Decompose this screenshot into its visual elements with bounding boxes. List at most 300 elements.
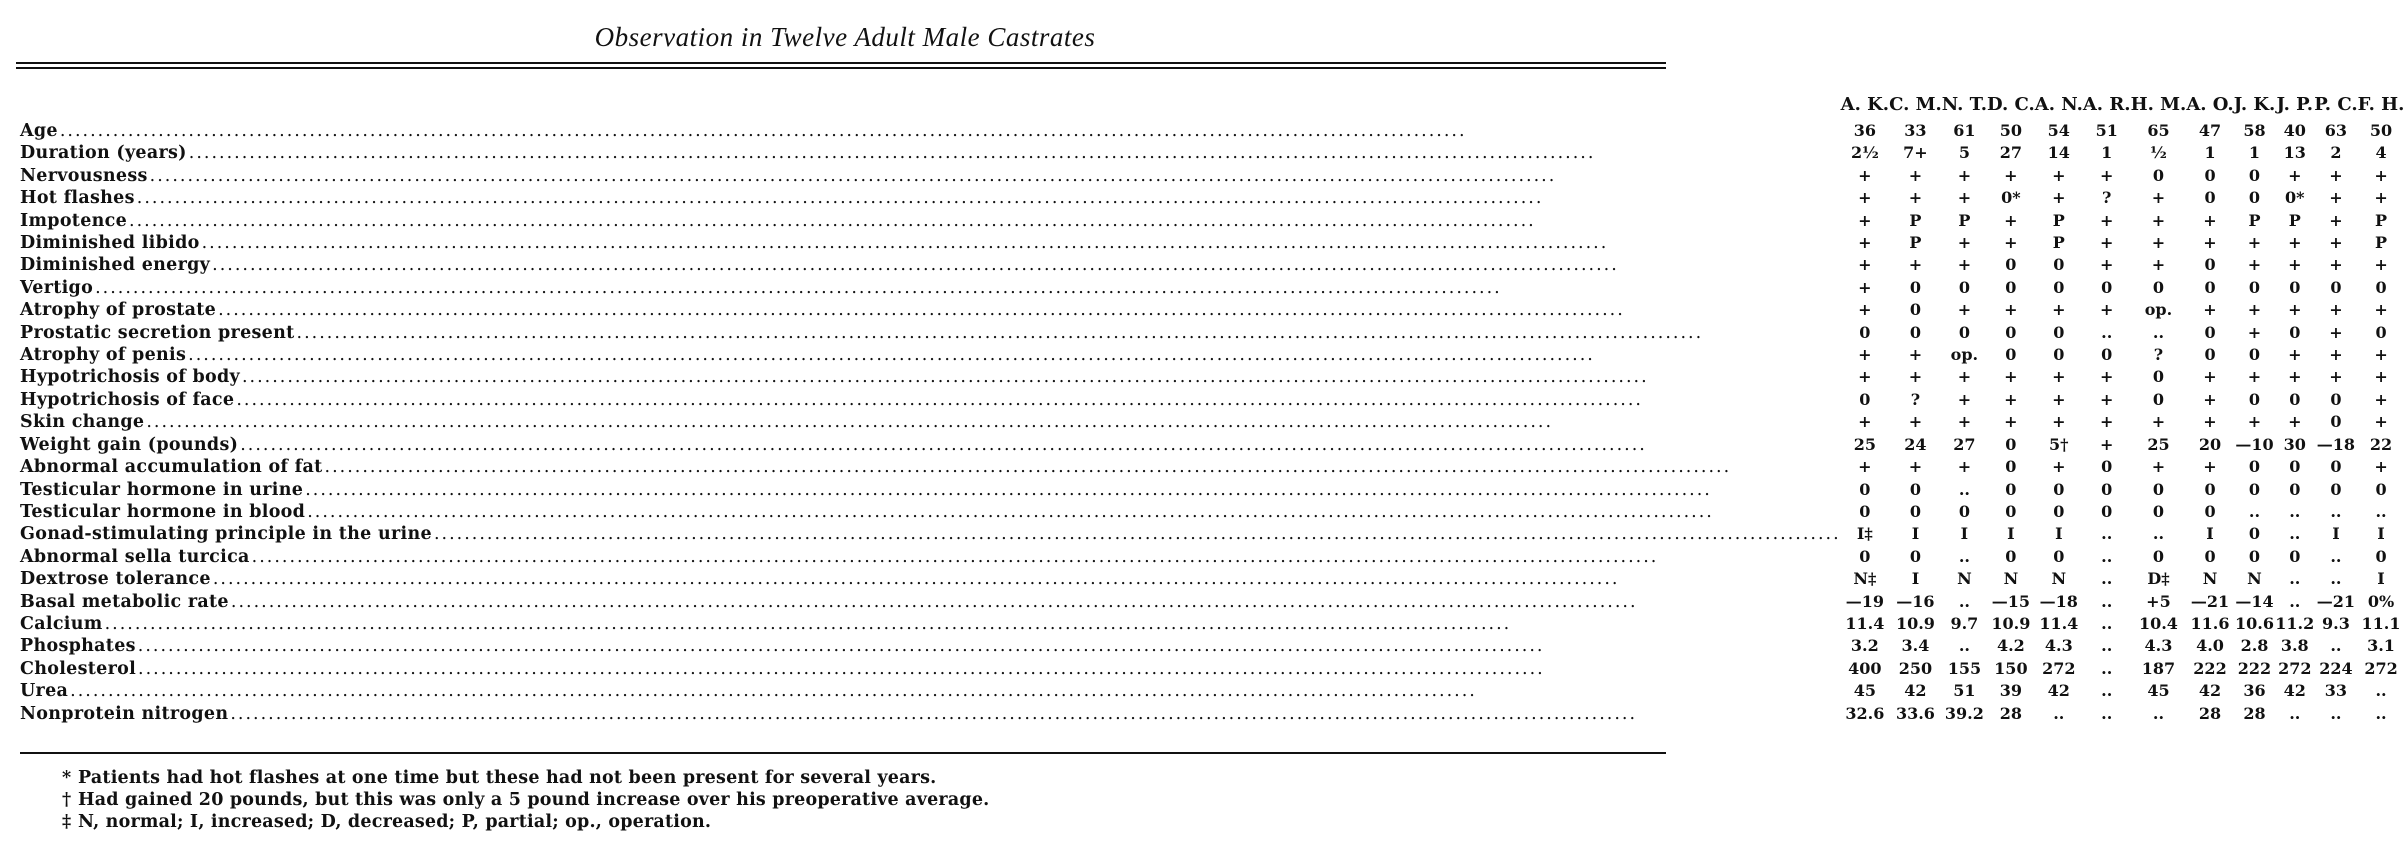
- table-cell: ..: [2375, 703, 2387, 723]
- table-cell: 0: [2204, 322, 2216, 342]
- table-cell: 0: [1909, 300, 1921, 320]
- table-cell: 0: [2289, 479, 2301, 499]
- table-cell: +: [2100, 412, 2114, 432]
- table-cell: ?: [2102, 188, 2112, 208]
- table-cell: 2.8: [2240, 636, 2269, 656]
- table-cell: 0: [2204, 479, 2216, 499]
- row-label: [20, 389, 1841, 411]
- table-cell: P: [2288, 210, 2301, 230]
- table-cell: 3.8: [2280, 636, 2309, 656]
- table-cell: 0%: [2367, 591, 2395, 611]
- table-cell: 61: [1953, 121, 1976, 140]
- table-cell: 39: [1999, 681, 2022, 701]
- table-row: [20, 389, 2404, 411]
- table-cell: 5†: [2049, 434, 2069, 454]
- table-row: [20, 411, 2404, 433]
- table-cell: —10: [2235, 434, 2274, 454]
- table-cell: +: [2100, 165, 2114, 185]
- row-label-text: Diminished libido: [20, 233, 200, 254]
- footnote-weight-gain: [62, 789, 989, 811]
- row-label: [20, 187, 1841, 209]
- table-cell: 0: [2375, 277, 2387, 297]
- table-cell: 0: [2101, 479, 2113, 499]
- table-cell: +: [2329, 300, 2343, 320]
- table-cell: 0: [2330, 412, 2342, 432]
- table-cell: P: [1909, 233, 1922, 253]
- table-cell: 10.9: [1895, 613, 1935, 633]
- row-label: [20, 613, 1841, 635]
- table-cell: +: [1858, 233, 1872, 253]
- table-row: [20, 142, 2404, 164]
- table-cell: 272: [2364, 658, 2398, 678]
- table-cell: I: [1960, 524, 1969, 544]
- footnote-abbreviations: [62, 811, 989, 833]
- table-row: [20, 479, 2404, 501]
- row-label-text: Abnormal sella turcica: [20, 546, 250, 567]
- table-cell: 400: [1848, 658, 1882, 678]
- table-cell: ..: [2289, 501, 2301, 521]
- table-cell: P: [2248, 210, 2261, 230]
- table-cell: 7+: [1903, 143, 1928, 163]
- table-row: [20, 344, 2404, 366]
- column-header-patient: P. C.: [2314, 94, 2358, 115]
- footnote-mark: †: [62, 790, 72, 810]
- row-label-text: Gonad-stimulating principle in the urine: [20, 524, 432, 545]
- table-cell: 9.3: [2322, 613, 2350, 633]
- table-cell: +: [1957, 367, 1972, 387]
- table-cell: ..: [2101, 546, 2113, 566]
- column-header-patient: N. T.: [1941, 94, 1987, 115]
- table-cell: +5: [2146, 591, 2171, 611]
- column-header-patient: A. R.: [2082, 94, 2131, 115]
- table-cell: ..: [1958, 591, 1970, 611]
- table-cell: +: [1858, 345, 1872, 365]
- row-label-text: Basal metabolic rate: [20, 591, 229, 612]
- table-cell: 0: [2005, 345, 2017, 365]
- table-cell: 47: [2198, 121, 2222, 140]
- table-cell: 2: [2330, 143, 2342, 163]
- table-cell: 0: [2152, 501, 2165, 521]
- table-cell: +: [2004, 210, 2018, 230]
- table-cell: 50: [2369, 121, 2393, 140]
- table-cell: ..: [2101, 591, 2113, 611]
- table-cell: 0: [2204, 165, 2216, 185]
- table-cell: +: [2329, 188, 2343, 208]
- table-cell: +: [2203, 412, 2217, 432]
- row-label: [20, 501, 1841, 523]
- column-header-patient: C. M.: [1889, 94, 1942, 115]
- table-cell: +: [1858, 457, 1872, 477]
- table-cell: 222: [2237, 658, 2272, 678]
- table-cell: P: [1909, 210, 1922, 230]
- table-cell: I‡: [1856, 524, 1873, 544]
- table-cell: 0: [2005, 457, 2017, 477]
- table-cell: 0: [2005, 322, 2017, 342]
- table-cell: 0: [2053, 546, 2065, 566]
- table-row: [20, 456, 2404, 478]
- table-cell: +: [2247, 300, 2262, 320]
- table-cell: ..: [2289, 591, 2301, 611]
- row-label-text: Impotence: [20, 210, 128, 231]
- table-cell: 20: [2198, 434, 2222, 454]
- table-title: Observation in Twelve Adult Male Castrates: [594, 22, 1096, 52]
- row-label: [20, 523, 1841, 545]
- table-cell: +: [2100, 434, 2114, 454]
- footnote-mark: *: [62, 768, 72, 788]
- row-label-text: Age: [20, 121, 58, 141]
- table-cell: +: [2288, 233, 2302, 253]
- table-cell: 36: [2243, 681, 2266, 701]
- table-cell: op.: [1950, 345, 1979, 365]
- row-label-text: Weight gain (pounds): [20, 434, 239, 455]
- table-cell: +: [2247, 367, 2262, 387]
- footnote-hot-flashes: [62, 767, 989, 789]
- table-cell: +: [1957, 255, 1972, 275]
- table-cell: +: [2374, 345, 2388, 365]
- table-cell: ..: [1958, 479, 1970, 499]
- table-cell: +: [2151, 188, 2166, 208]
- table-cell: 0: [1958, 277, 1970, 297]
- table-cell: 4.0: [2196, 636, 2224, 656]
- table-cell: 0: [1859, 389, 1871, 409]
- row-label: [20, 277, 1841, 299]
- table-cell: 0: [2152, 277, 2165, 297]
- table-cell: 5: [1958, 143, 1970, 163]
- table-cell: ..: [2101, 322, 2113, 342]
- table-cell: +: [2004, 412, 2018, 432]
- table-cell: ..: [2101, 658, 2113, 678]
- table-cell: +: [1858, 300, 1872, 320]
- row-label: [20, 568, 1841, 590]
- table-cell: 0: [2248, 457, 2261, 477]
- table-cell: 0: [2248, 546, 2261, 566]
- table-cell: 0: [2289, 457, 2301, 477]
- table-row: [20, 434, 2404, 456]
- table-cell: +: [1957, 389, 1972, 409]
- table-cell: +: [2004, 389, 2018, 409]
- table-cell: +: [2288, 255, 2302, 275]
- table-cell: ..: [2330, 501, 2342, 521]
- table-cell: +: [1908, 165, 1923, 185]
- table-cell: 0: [1909, 501, 1921, 521]
- table-cell: 3.4: [1901, 636, 1930, 656]
- table-cell: 4.3: [2044, 636, 2073, 656]
- table-cell: 0: [1909, 277, 1921, 297]
- table-cell: 155: [1947, 658, 1982, 678]
- row-label: [20, 658, 1841, 680]
- table-cell: 0: [1958, 322, 1970, 342]
- column-header-patient: J. K.: [2233, 94, 2276, 115]
- table-cell: +: [2288, 412, 2302, 432]
- table-row: [20, 658, 2404, 680]
- table-cell: +: [2374, 255, 2388, 275]
- table-cell: 0: [2289, 546, 2301, 566]
- row-label-text: Duration (years): [20, 143, 187, 164]
- table-cell: D‡: [2147, 569, 2170, 589]
- table-cell: +: [2203, 210, 2217, 230]
- table-cell: 1: [2101, 143, 2113, 163]
- table-cell: 0: [2053, 277, 2065, 297]
- table-cell: 0: [2152, 165, 2165, 185]
- table-cell: 0: [2005, 277, 2017, 297]
- table-cell: 1: [2204, 143, 2216, 163]
- table-cell: 2½: [1850, 143, 1879, 163]
- table-cell: ..: [2289, 569, 2301, 589]
- footnote-text: Patients had hot flashes at one time but these had not been present for several years.: [78, 768, 937, 788]
- table-cell: 0: [2289, 322, 2301, 342]
- table-cell: 10.6: [2235, 613, 2274, 633]
- table-cell: +: [2288, 345, 2302, 365]
- row-label-text: Diminished energy: [20, 255, 211, 276]
- row-label-text: Abnormal accumulation of fat: [20, 457, 323, 478]
- table-cell: +: [2288, 367, 2302, 387]
- table-cell: 51: [1953, 681, 1976, 701]
- table-row: [20, 591, 2404, 613]
- table-cell: +: [2374, 389, 2388, 409]
- table-cell: ..: [2330, 546, 2342, 566]
- table-cell: 250: [1898, 658, 1933, 678]
- table-cell: +: [2247, 255, 2262, 275]
- table-cell: 11.2: [2275, 613, 2315, 633]
- table-cell: +: [2004, 367, 2018, 387]
- table-cell: 4.3: [2144, 636, 2173, 656]
- table-cell: 0: [2289, 389, 2301, 409]
- table-cell: +: [1957, 233, 1972, 253]
- table-cell: ..: [2289, 703, 2301, 723]
- table-cell: 0: [1909, 546, 1921, 566]
- table-cell: N: [2247, 569, 2262, 589]
- table-row: [20, 210, 2404, 232]
- table-cell: 28: [2243, 703, 2266, 723]
- table-cell: 42: [2047, 681, 2070, 701]
- row-label: [20, 254, 1841, 276]
- table-cell: 3.1: [2367, 636, 2395, 656]
- table-row: [20, 568, 2404, 590]
- table-cell: 13: [2283, 143, 2306, 163]
- table-cell: +: [2329, 367, 2343, 387]
- table-cell: 22: [2369, 434, 2393, 454]
- table-row: [20, 546, 2404, 568]
- table-cell: ?: [2153, 345, 2164, 365]
- table-cell: ..: [2248, 501, 2261, 521]
- table-cell: 36: [1853, 121, 1876, 140]
- table-cell: 0: [2101, 345, 2113, 365]
- table-cell: +: [2151, 233, 2166, 253]
- table-cell: 32.6: [1845, 703, 1885, 723]
- table-cell: 0: [2330, 457, 2342, 477]
- row-label-text: Atrophy of penis: [20, 345, 187, 366]
- row-label: [20, 411, 1841, 433]
- table-cell: 0: [2053, 322, 2065, 342]
- table-row: [20, 187, 2404, 209]
- table-cell: 65: [2147, 121, 2170, 140]
- table-cell: I: [2206, 524, 2214, 544]
- table-cell: 10.4: [2138, 613, 2178, 633]
- table-cell: +: [1858, 367, 1872, 387]
- column-header-patient: A. N.: [2034, 94, 2083, 115]
- table-cell: ..: [2101, 703, 2113, 723]
- table-cell: ..: [2375, 501, 2387, 521]
- table-cell: 0*: [2001, 188, 2021, 208]
- table-cell: 0: [2204, 546, 2216, 566]
- table-cell: 272: [2278, 658, 2312, 678]
- row-label: [20, 344, 1841, 366]
- table-cell: +: [1858, 188, 1872, 208]
- top-rule: [16, 62, 1666, 64]
- table-cell: —14: [2235, 591, 2274, 611]
- table-cell: ..: [2101, 636, 2113, 656]
- table-cell: 0: [2330, 277, 2342, 297]
- row-label: [20, 479, 1841, 501]
- column-header-patient: D. C.: [1986, 94, 2035, 115]
- table-cell: +: [1858, 412, 1872, 432]
- table-cell: +: [2203, 367, 2217, 387]
- table-cell: 0: [2248, 479, 2261, 499]
- table-cell: +: [1957, 457, 1972, 477]
- table-cell: op.: [2144, 300, 2173, 320]
- table-cell: 0: [2204, 345, 2216, 365]
- table-cell: +: [2052, 188, 2066, 208]
- footnote-text: N, normal; I, increased; D, decreased; P, partial; op., operation.: [78, 812, 712, 832]
- table-cell: 42: [1904, 681, 1927, 701]
- table-cell: 24: [1904, 434, 1927, 454]
- table-row: [20, 523, 2404, 545]
- table-cell: 28: [2198, 703, 2222, 723]
- table-cell: 0: [2204, 501, 2216, 521]
- table-cell: +: [2329, 210, 2343, 230]
- table-cell: 3.2: [1850, 636, 1879, 656]
- table-cell: 30: [2283, 434, 2306, 454]
- table-cell: 33.6: [1895, 703, 1935, 723]
- table-cell: +: [2374, 165, 2388, 185]
- table-cell: ..: [2152, 322, 2165, 342]
- table-cell: +: [2374, 300, 2388, 320]
- table-cell: N: [2051, 569, 2067, 589]
- table-cell: +: [2247, 322, 2262, 342]
- table-cell: ..: [2152, 703, 2165, 723]
- table-cell: ?: [1910, 389, 1921, 409]
- table-cell: 0: [2248, 277, 2261, 297]
- table-cell: ..: [2101, 681, 2113, 701]
- row-label: [20, 703, 1841, 725]
- table-cell: 28: [1999, 703, 2022, 723]
- table-cell: 0*: [2285, 188, 2305, 208]
- row-label-text: Hypotrichosis of body: [20, 367, 240, 388]
- row-label-text: Vertigo: [20, 277, 94, 298]
- table-cell: +: [1908, 412, 1923, 432]
- column-header-patient: A. K.: [1840, 94, 1890, 115]
- footnotes: [62, 767, 989, 833]
- table-cell: 0: [2248, 188, 2261, 208]
- table-cell: I: [1911, 569, 1920, 589]
- table-cell: 0: [2248, 524, 2261, 544]
- table-cell: 0: [2101, 277, 2113, 297]
- table-cell: ..: [2330, 569, 2342, 589]
- row-label: [20, 456, 1841, 478]
- table-cell: —15: [1991, 591, 2030, 611]
- table-row: [20, 322, 2404, 344]
- table-cell: 0: [2152, 389, 2165, 409]
- table-cell: 0: [2204, 277, 2216, 297]
- table-cell: +: [2100, 255, 2114, 275]
- table-cell: 0: [1859, 479, 1871, 499]
- table-row: [20, 366, 2404, 388]
- table-body: [20, 120, 2404, 725]
- row-label: [20, 210, 1841, 232]
- table-cell: —21: [2190, 591, 2230, 611]
- table-cell: 0: [1859, 501, 1871, 521]
- row-label: [20, 591, 1841, 613]
- table-row: [20, 635, 2404, 657]
- table-cell: P: [2052, 233, 2065, 253]
- table-cell: I: [2055, 524, 2063, 544]
- table-row: [20, 680, 2404, 702]
- table-cell: 0: [2289, 277, 2301, 297]
- table-cell: 14: [2047, 143, 2070, 163]
- table-cell: ..: [2101, 569, 2113, 589]
- table-cell: +: [2100, 210, 2114, 230]
- row-label: [20, 165, 1841, 187]
- table-cell: +: [2203, 389, 2217, 409]
- table-row: [20, 277, 2404, 299]
- table-cell: 0: [2005, 479, 2017, 499]
- row-label: [20, 120, 1841, 142]
- table-cell: +: [2100, 389, 2114, 409]
- table-cell: 42: [2283, 681, 2306, 701]
- table-cell: +: [2329, 322, 2343, 342]
- table-cell: —21: [2316, 591, 2356, 611]
- table-cell: 0: [2204, 255, 2216, 275]
- table-cell: +: [2052, 412, 2066, 432]
- table-cell: 11.1: [2361, 613, 2401, 633]
- table-cell: +: [2374, 457, 2388, 477]
- table-cell: 0: [2248, 345, 2261, 365]
- row-label: [20, 680, 1841, 702]
- observation-table: [20, 90, 2404, 725]
- row-label: [20, 434, 1841, 456]
- table-cell: 27: [1999, 143, 2022, 163]
- table-cell: +: [2052, 300, 2066, 320]
- table-cell: I: [2332, 524, 2340, 544]
- row-label-text: Calcium: [20, 613, 103, 634]
- table-cell: 0: [2375, 546, 2387, 566]
- table-cell: +: [2052, 367, 2066, 387]
- table-cell: 25: [1853, 434, 1876, 454]
- table-cell: 33: [1904, 121, 1927, 140]
- table-cell: ..: [2375, 681, 2387, 701]
- table-cell: I: [2377, 524, 2385, 544]
- table-cell: +: [2203, 457, 2217, 477]
- table-cell: 25: [2147, 434, 2170, 454]
- table-cell: +: [2374, 412, 2388, 432]
- table-cell: 1: [2248, 143, 2261, 163]
- table-cell: 63: [2324, 121, 2348, 140]
- table-cell: N: [2003, 569, 2019, 589]
- table-cell: 0: [2053, 255, 2065, 275]
- table-cell: +: [2203, 233, 2217, 253]
- table-cell: +: [1957, 412, 1972, 432]
- table-cell: P: [1958, 210, 1971, 230]
- table-cell: ..: [2101, 613, 2113, 633]
- table-cell: +: [2151, 255, 2166, 275]
- table-cell: 42: [2198, 681, 2222, 701]
- table-cell: +: [2100, 233, 2114, 253]
- table-cell: +: [1957, 188, 1972, 208]
- table-cell: 150: [1994, 658, 2028, 678]
- table-cell: +: [2329, 165, 2343, 185]
- row-label: [20, 635, 1841, 657]
- table-cell: —19: [1845, 591, 1884, 611]
